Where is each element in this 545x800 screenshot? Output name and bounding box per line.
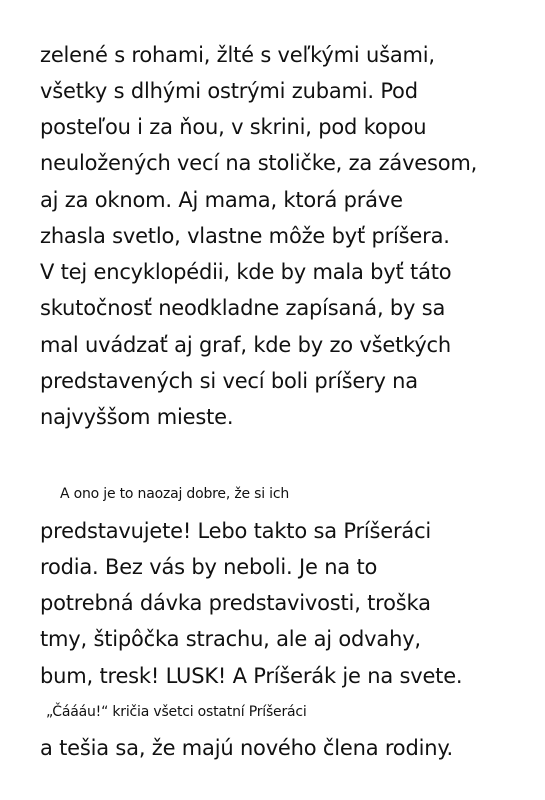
- text-line: zelené s rohami, žlté s veľkými ušami,: [40, 43, 435, 67]
- text-line: aj za oknom. Aj mama, ktorá práve: [40, 188, 403, 212]
- text-line: najvyššom mieste.: [40, 405, 234, 429]
- text-line: bum, tresk! LUSK! A Príšerák je na svete.: [40, 664, 463, 688]
- text-line: mal uvádzať aj graf, kde by zo všetkých: [40, 333, 452, 357]
- text-line: „Čáááu!“ kričia všetci ostatní Príšeráci: [46, 704, 307, 720]
- text-line: potrebná dávka predstavivosti, troška: [40, 591, 431, 615]
- text-line: skutočnosť neodkladne zapísaná, by sa: [40, 296, 446, 320]
- text-line: predstavujete! Lebo takto sa Príšeráci: [40, 519, 432, 543]
- text-line: V tej encyklopédii, kde by mala byť táto: [40, 260, 452, 284]
- text-line: a tešia sa, že majú nového člena rodiny.: [40, 736, 454, 760]
- text-line: zhasla svetlo, vlastne môže byť príšera.: [40, 224, 450, 248]
- text-line: rodia. Bez vás by neboli. Je na to: [40, 555, 378, 579]
- text-line: všetky s dlhými ostrými zubami. Pod: [40, 79, 418, 103]
- text-line: predstavených si vecí boli príšery na: [40, 369, 418, 393]
- text-line: tmy, štipôčka strachu, ale aj odvahy,: [40, 627, 421, 651]
- text-line: posteľou i za ňou, v skrini, pod kopou: [40, 115, 427, 139]
- text-line: A ono je to naozaj dobre, že si ich: [60, 486, 290, 502]
- text-line: neuložených vecí na stoličke, za závesom,: [40, 151, 478, 175]
